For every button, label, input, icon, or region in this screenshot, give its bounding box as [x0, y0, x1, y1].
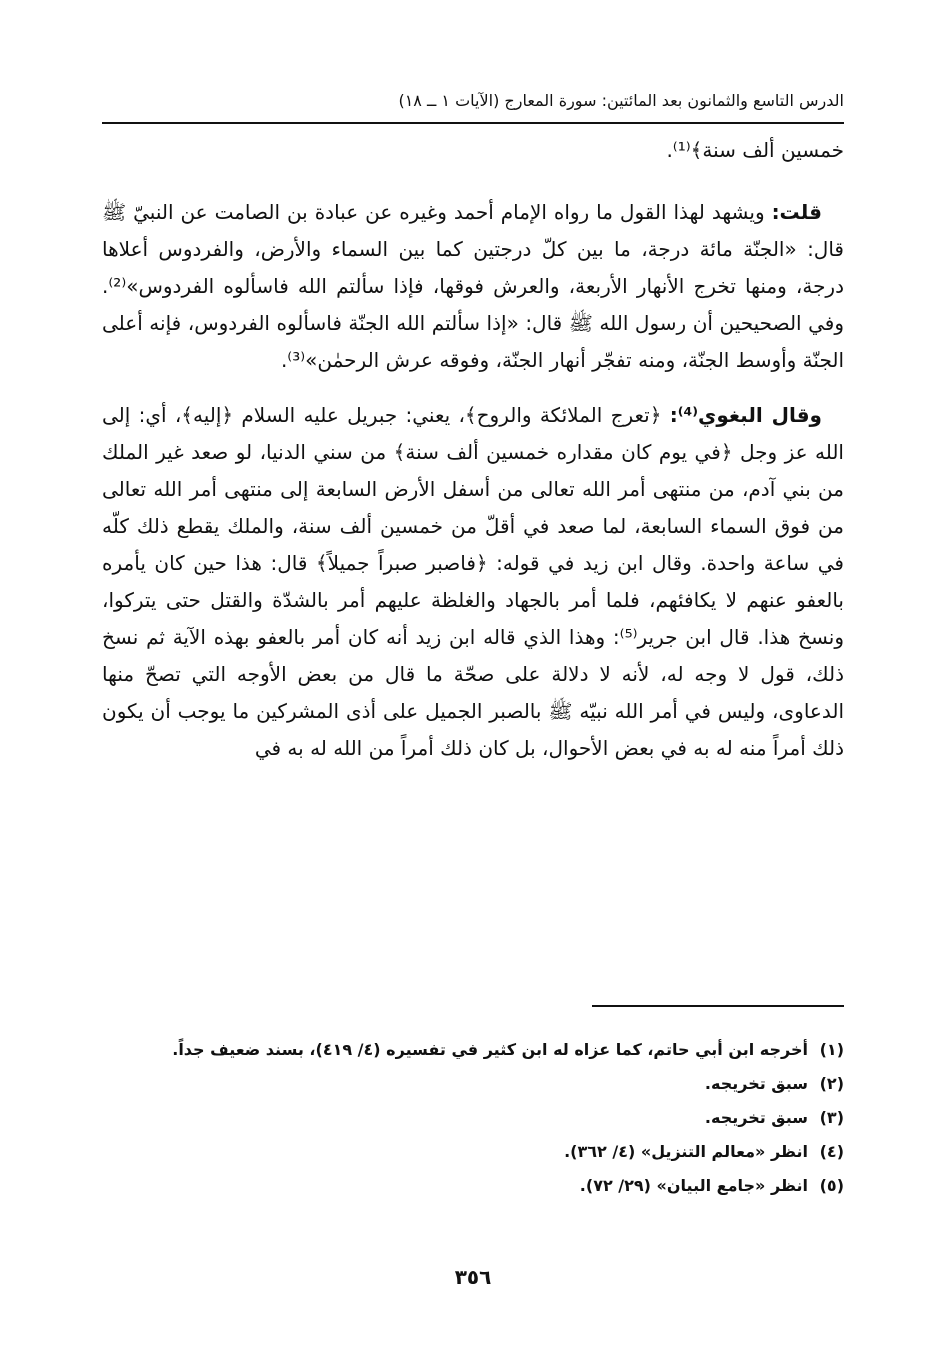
footnote-number: (١)	[819, 1040, 844, 1059]
footnotes	[102, 1040, 844, 1210]
footnote-text: سبق تخريجه.	[704, 1074, 808, 1093]
footnote-item	[102, 1074, 844, 1094]
paragraph-text: ﴿تعرج الملائكة والروح﴾، يعني: جبريل عليه السلام ﴿إليه﴾، أي: إلى الله عز وجل ﴿في يوم كان مقداره خمسين ألف سنة﴾ من سني الدنيا، لو صعد غير الملك من بني آدم، من منتهى أمر الله تعالى من أسفل الأرض السابعة إلى منتهى أمر الله تعالى من فوق السماء السابعة، لما صعد في أقلّ من خمسين ألف سنة، والملك يقطع ذلك كلّه في ساعة واحدة. وقال ابن زيد في قوله: ﴿فاصبر صبراً جميلاً﴾ قال: هذا حين كان يأمره بالعفو عنهم لا يكافئهم، فلما أمر بالجهاد والغلظة عليهم أمر بالشدّة والقتل حتى يتركوا، ونسخ هذا. قال ابن جرير⁽⁵⁾: وهذا الذي قاله ابن زيد أنه كان أمر بالعفو بهذه الآية ثم نسخ ذلك، قول لا وجه له، لأنه لا دلالة على صحّة ما قال من بعض الأوجه التي تصحّ منها الدعاوى، وليس في أمر الله نبيّه ﷺ بالصبر الجميل على أذى المشركين ما يوجب أن يكون ذلك أمراً منه له به في بعض الأحوال، بل كان ذلك أمراً من الله له به في	[102, 403, 845, 760]
footnote-number: (٤)	[819, 1142, 844, 1161]
paragraph-continuation	[102, 132, 844, 169]
footnote-number: (٥)	[819, 1176, 844, 1195]
footnote-text: انظر «جامع البيان» (٢٩/ ٧٢).	[579, 1176, 808, 1195]
footnote-number: (٢)	[819, 1074, 844, 1093]
paragraph-qultu	[102, 194, 844, 379]
book-page	[102, 84, 844, 1344]
paragraph-baghawi	[102, 397, 844, 767]
footnote-number: (٣)	[819, 1108, 844, 1127]
paragraph-lead: وقال البغوي⁽⁴⁾:	[669, 403, 822, 427]
footnote-text: انظر «معالم التنزيل» (٤/ ٣٦٢).	[564, 1142, 808, 1161]
paragraph-text: ويشهد لهذا القول ما رواه الإمام أحمد وغيره عن عبادة بن الصامت عن النبيّ ﷺ قال: «الجنّة مائة درجة، ما بين كلّ درجتين كما بين السماء والأرض، والفردوس أعلاها درجة، ومنها تخرج الأنهار الأربعة، والعرش فوقها، فإذا سألتم الله فاسألوه الفردوس»⁽²⁾. وفي الصحيحين أن رسول الله ﷺ قال: «إذا سألتم الله الجنّة فاسألوه الفردوس، فإنه أعلى الجنّة وأوسط الجنّة، ومنه تفجّر أنهار الجنّة، وفوقه عرش الرحمٰن»⁽³⁾.	[102, 200, 844, 372]
footnote-item	[102, 1176, 844, 1196]
page-number: ٣٥٦	[454, 1265, 492, 1289]
paragraph-lead: قلت:	[771, 200, 822, 224]
footnote-item	[102, 1142, 844, 1162]
footnote-rule	[592, 1005, 844, 1007]
main-text	[102, 132, 844, 767]
footnote-text: أخرجه ابن أبي حاتم، كما عزاه له ابن كثير في تفسيره (٤/ ٤١٩)، بسند ضعيف جداً.	[172, 1040, 808, 1059]
footnote-item	[102, 1040, 844, 1060]
running-head: الدرس التاسع والثمانون بعد المائتين: سورة المعارج (الآيات ١ ــ ١٨)	[398, 91, 844, 110]
header-rule	[102, 122, 844, 124]
paragraph-text: خمسين ألف سنة﴾⁽¹⁾.	[666, 138, 844, 162]
footnote-text: سبق تخريجه.	[704, 1108, 808, 1127]
footnote-item	[102, 1108, 844, 1128]
